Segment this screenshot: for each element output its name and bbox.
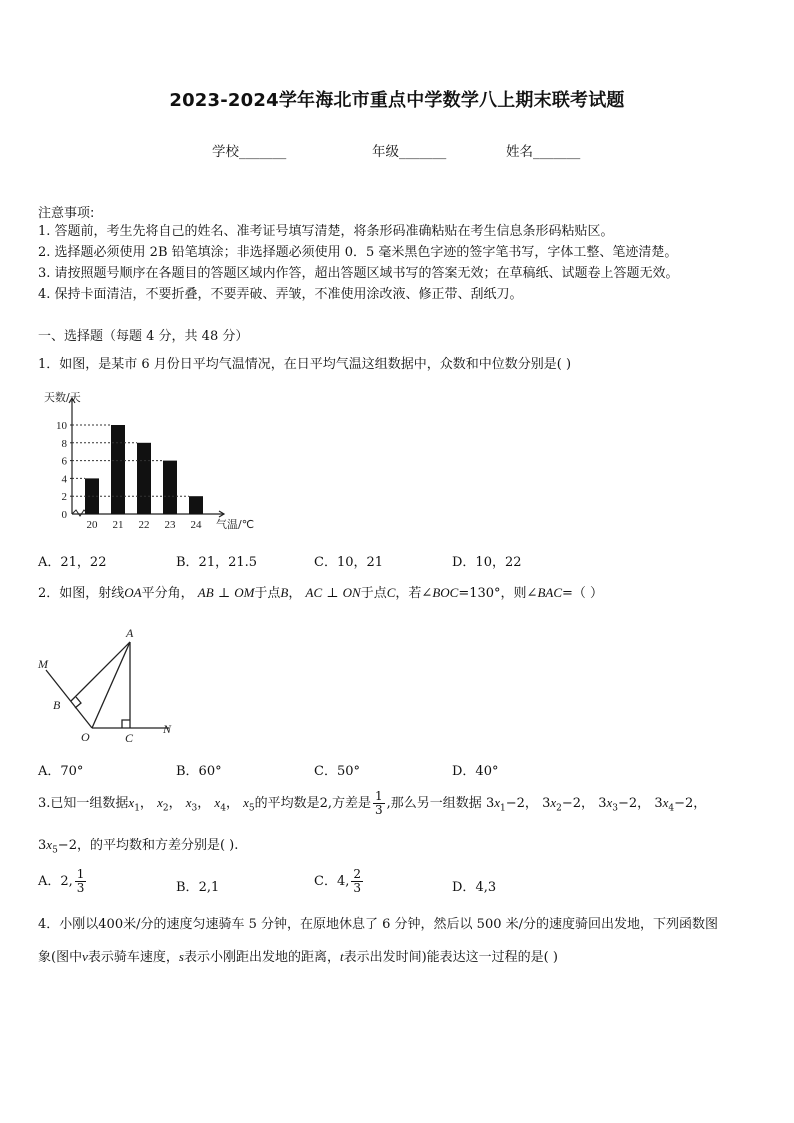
geometry-figure bbox=[34, 624, 184, 746]
q1-option-b: B．21，21.5 bbox=[176, 555, 258, 570]
x-axis-label: 气温/℃ bbox=[216, 518, 255, 531]
right-angle-c bbox=[122, 720, 130, 728]
label-b: B bbox=[53, 698, 61, 712]
question-3-text-line2: $3x_5-2$，的平均数和方差分别是( ). bbox=[38, 837, 239, 856]
page-title: 2023-2024学年海北市重点中学数学八上期末联考试题 bbox=[169, 90, 625, 111]
note-item: 2. 选择题必须使用 2B 铅笔填涂；非选择题必须使用 0．5 毫米黑色字迹的签字笔书写，字体工整、笔迹清楚。 bbox=[38, 245, 678, 260]
bar-chart bbox=[36, 388, 271, 533]
fraction: $\frac{1}{3}$ bbox=[375, 789, 383, 817]
q1-option-c: C．10，21 bbox=[314, 555, 384, 570]
question-4-line1: 4．小刚以400米/分的速度匀速骑车 5 分钟，在原地休息了 6 分钟，然后以 500 米/分的速度骑回出发地，下列函数图 bbox=[38, 917, 718, 932]
bar bbox=[189, 496, 203, 514]
q2-option-a: A．70° bbox=[38, 764, 84, 779]
section-heading: 一、选择题（每题 4 分，共 48 分） bbox=[38, 329, 249, 344]
question-1-text: 1．如图，是某市 6 月份日平均气温情况，在日平均气温这组数据中，众数和中位数分别是( ) bbox=[38, 357, 572, 372]
bar bbox=[137, 443, 151, 514]
label-o: O bbox=[81, 730, 90, 744]
label-m: M bbox=[38, 657, 48, 671]
bar bbox=[163, 461, 177, 514]
label-c: C bbox=[125, 731, 134, 745]
note-item: 1. 答题前，考生先将自己的姓名、准考证号填写清楚，将条形码准确粘贴在考生信息条形码粘贴区。 bbox=[38, 224, 614, 239]
q2-option-b: B．60° bbox=[176, 764, 222, 779]
y-tick-label: 10 bbox=[56, 420, 67, 432]
y-tick-label: 6 bbox=[61, 455, 67, 468]
y-tick-label: 0 bbox=[61, 509, 67, 521]
y-tick-label: 2 bbox=[61, 491, 67, 504]
q1-option-a: A．21，22 bbox=[38, 555, 107, 570]
y-tick-label: 8 bbox=[61, 437, 67, 450]
segment-ab bbox=[71, 642, 130, 701]
q3-option-c: C．4, $\frac{2}{3}$ bbox=[314, 867, 361, 895]
question-4-line2: 象(图中v表示骑车速度，s表示小刚距出发地的距离，t表示出发时间)能表达这一过程的是( ) bbox=[38, 949, 558, 965]
q3-option-d: D．4,3 bbox=[452, 880, 497, 895]
name-field: 姓名_______ bbox=[506, 144, 581, 160]
question-3-text: 3.已知一组数据$x_1$， $x_2$， $x_3$， $x_4$， $x_5$的平均数是2,方差是 $\frac{1}{3}$ ,那么另一组数据 $3x_1-2$， $3x_2-2$， $3x_3-2$， $3x_4-2$， bbox=[38, 789, 707, 817]
x-tick-label: 22 bbox=[138, 519, 150, 531]
note-item: 4. 保持卡面清洁，不要折叠，不要弄破、弄皱，不准使用涂改液、修正带、刮纸刀。 bbox=[38, 287, 523, 302]
question-2-text: 2．如图，射线OA平分角， AB ⊥ OM于点B， AC ⊥ ON于点C，若∠BOC=130°，则∠BAC=（ ） bbox=[38, 585, 604, 601]
x-tick-label: 23 bbox=[164, 519, 176, 531]
bar bbox=[111, 425, 125, 514]
grade-field: 年级_______ bbox=[372, 144, 447, 160]
label-n: N bbox=[163, 722, 172, 736]
x-tick-label: 20 bbox=[86, 519, 98, 531]
notes-heading: 注意事项: bbox=[38, 206, 95, 221]
y-tick-label: 4 bbox=[61, 473, 67, 486]
q2-option-d: D．40° bbox=[452, 764, 499, 779]
note-item: 3. 请按照题号顺序在各题目的答题区域内作答，超出答题区域书写的答案无效；在草稿纸、试题卷上答题无效。 bbox=[38, 266, 679, 281]
q1-option-d: D．10，22 bbox=[452, 555, 522, 570]
y-axis-label: 天数/天 bbox=[44, 391, 81, 404]
q3-option-b: B．2,1 bbox=[176, 880, 220, 895]
right-angle-b bbox=[75, 697, 81, 708]
q2-option-c: C．50° bbox=[314, 764, 360, 779]
ray-oa bbox=[92, 642, 130, 728]
x-tick-label: 21 bbox=[112, 519, 124, 531]
x-tick-label: 24 bbox=[190, 519, 202, 531]
label-a: A bbox=[126, 626, 134, 640]
school-field: 学校_______ bbox=[212, 144, 287, 160]
q3-option-a: A．2, $\frac{1}{3}$ bbox=[38, 867, 85, 895]
